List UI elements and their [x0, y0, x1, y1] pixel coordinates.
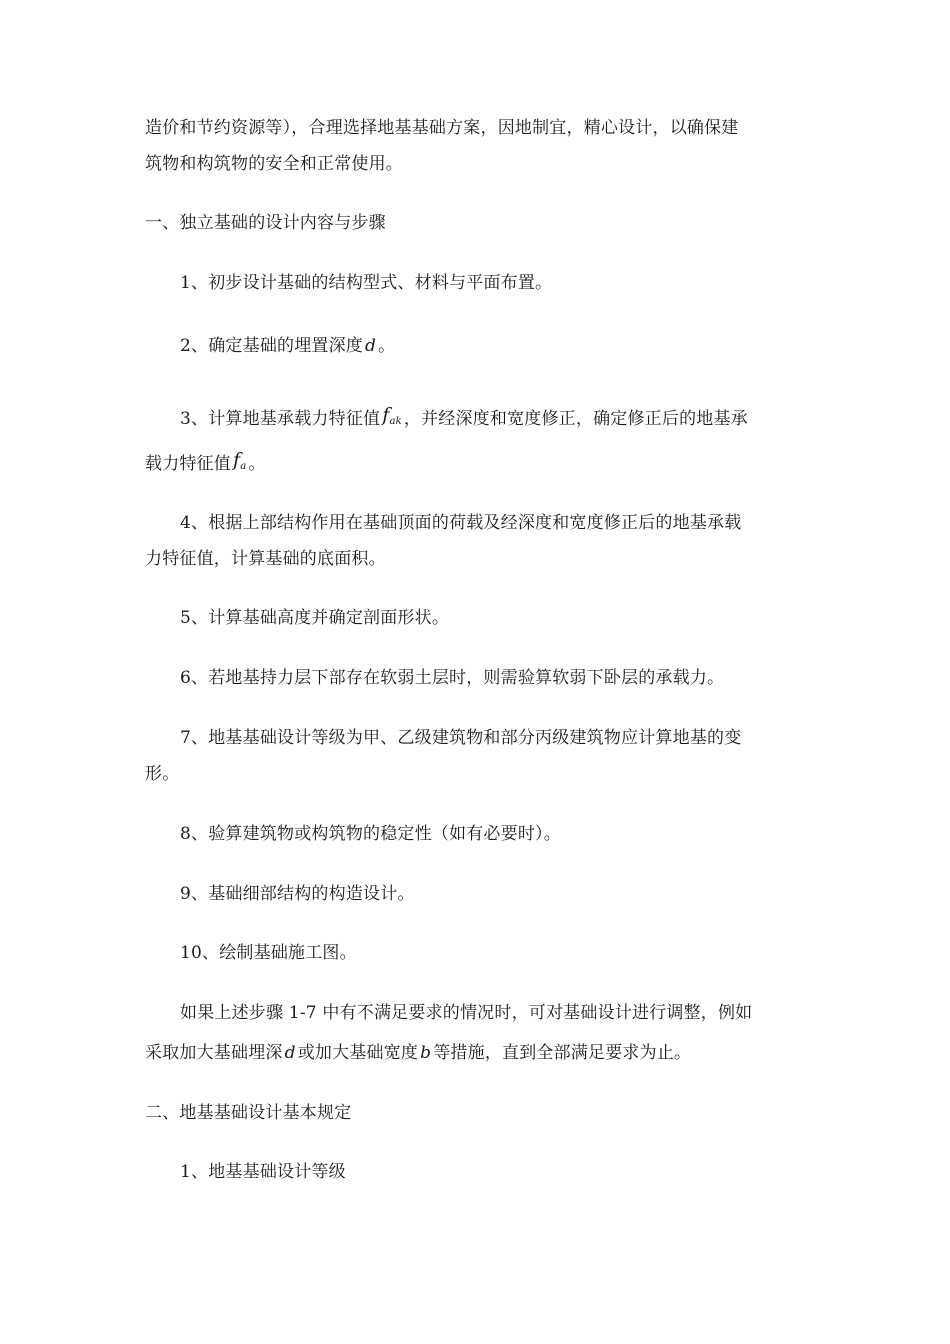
depth-variable: d — [365, 336, 377, 356]
step-3-text: 3、计算地基承载力特征值 — [180, 409, 381, 429]
step-10: 10、绘制基础施工图。 — [180, 943, 357, 963]
step-8: 8、验算建筑物或构筑物的稳定性（如有必要时）。 — [180, 824, 561, 844]
depth-variable-2: d — [284, 1043, 296, 1063]
step-7-line-2: 形。 — [145, 764, 180, 784]
step-4-line-2: 力特征值，计算基础的底面积。 — [145, 549, 386, 569]
step-3-line-2 — [145, 450, 266, 477]
step-2-end: 。 — [378, 336, 396, 356]
step-2-text: 2、确定基础的埋置深度 — [180, 336, 364, 356]
note-line-1: 如果上述步骤 1-7 中有不满足要求的情况时，可对基础设计进行调整，例如 — [180, 1003, 753, 1023]
note-text-1: 采取加大基础埋深 — [145, 1043, 283, 1063]
note-line-2 — [145, 1043, 691, 1063]
step-4-line-1: 4、根据上部结构作用在基础顶面的荷载及经深度和宽度修正后的地基承载 — [180, 513, 742, 533]
note-text-3: 等措施，直到全部满足要求为止。 — [433, 1043, 692, 1063]
step-7-line-1: 7、地基基础设计等级为甲、乙级建筑物和部分丙级建筑物应计算地基的变 — [180, 728, 742, 748]
section2-heading: 二、地基基础设计基本规定 — [145, 1103, 352, 1123]
step-6: 6、若地基持力层下部存在软弱土层时，则需验算软弱下卧层的承载力。 — [180, 668, 725, 688]
step-3-text-end: ，并经深度和宽度修正，确定修正后的地基承 — [403, 409, 748, 429]
step-1: 1、初步设计基础的结构型式、材料与平面布置。 — [180, 273, 553, 293]
section2-item-1: 1、地基基础设计等级 — [180, 1162, 346, 1182]
fa-variable: $f_a$ — [233, 449, 247, 472]
fak-variable: $f_{ak}$ — [382, 404, 402, 427]
step-3-line-1 — [180, 405, 748, 432]
intro-line-1: 造价和节约资源等），合理选择地基基础方案，因地制宜，精心设计，以确保建 — [145, 118, 739, 138]
step-9: 9、基础细部结构的构造设计。 — [180, 884, 415, 904]
intro-line-2: 筑物和构筑物的安全和正常使用。 — [145, 154, 403, 174]
width-variable: b — [420, 1043, 432, 1063]
step-2 — [180, 336, 395, 356]
step-3-line-2-text: 载力特征值 — [145, 454, 231, 474]
note-text-2: 或加大基础宽度 — [297, 1043, 419, 1063]
section1-heading: 一、独立基础的设计内容与步骤 — [145, 213, 386, 233]
step-3-line-2-end: 。 — [248, 454, 266, 474]
step-5: 5、计算基础高度并确定剖面形状。 — [180, 608, 450, 628]
